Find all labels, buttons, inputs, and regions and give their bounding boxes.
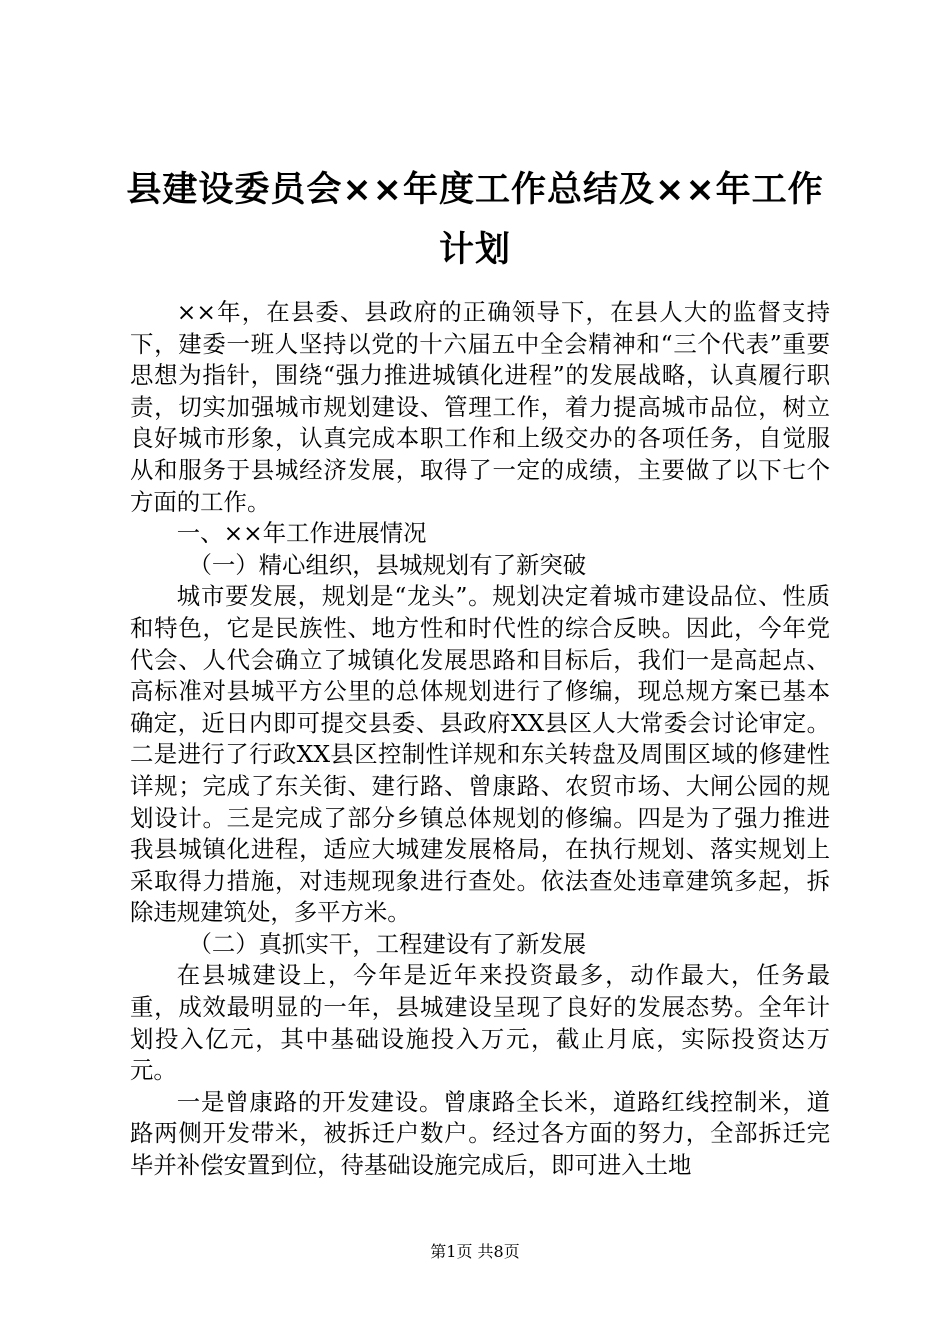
section-heading-1: 一、××年工作进展情况 <box>176 519 427 548</box>
paragraph-planning: 城市要发展，规划是“龙头”。规划决定着城市建设品位、性质和特色，它是民族性、地方性和时代性的综合反映。因此，今年党代会、人代会确立了城镇化发展思路和目标后，我们一是高起点、高标准对县城平方公里的总体规划进行了修编，现总规方案已基本确定，近日内即可提交县委、县政府XX县区人大常委会讨论审定。二是进行了行政XX县区控制性详规和东关转盘及周围区域的修建性详规；完成了东关街、建行路、曾康路、农贸市场、大闸公园的规划设计。三是完成了部分乡镇总体规划的修编。四是为了强力推进我县城镇化进程，适应大城建发展格局，在执行规划、落实规划上采取得力措施，对违规现象进行查处。依法查处违章建筑多起，拆除违规建筑处，多平方米。 <box>130 582 830 927</box>
page-footer: 第1页 共8页 <box>430 1242 520 1261</box>
document-body <box>130 297 830 1182</box>
subsection-heading-1: （一）精心组织，县城规划有了新突破 <box>188 550 587 579</box>
paragraph-construction: 在县城建设上，今年是近年来投资最多，动作最大，任务最重，成效最明显的一年，县城建设呈现了良好的发展态势。全年计划投入亿元，其中基础设施投入万元，截止月底，实际投资达万元。 <box>130 961 830 1085</box>
paragraph-zengkang-road: 一是曾康路的开发建设。曾康路全长米，道路红线控制米，道路两侧开发带米，被拆迁户数户。经过各方面的努力，全部拆迁完毕并补偿安置到位，待基础设施完成后，即可进入土地 <box>130 1087 830 1180</box>
subsection-heading-2: （二）真抓实干，工程建设有了新发展 <box>188 929 587 958</box>
document-title: 县建设委员会××年度工作总结及××年工作计划 <box>126 170 824 270</box>
paragraph-intro: ××年，在县委、县政府的正确领导下，在县人大的监督支持下，建委一班人坚持以党的十六届五中全会精神和“三个代表”重要思想为指针，围绕“强力推进城镇化进程”的发展战略，认真履行职责，切实加强城市规划建设、管理工作，着力提高城市品位，树立良好城市形象，认真完成本职工作和上级交办的各项任务，自觉服从和服务于县城经济发展，取得了一定的成绩，主要做了以下七个方面的工作。 <box>130 298 830 516</box>
